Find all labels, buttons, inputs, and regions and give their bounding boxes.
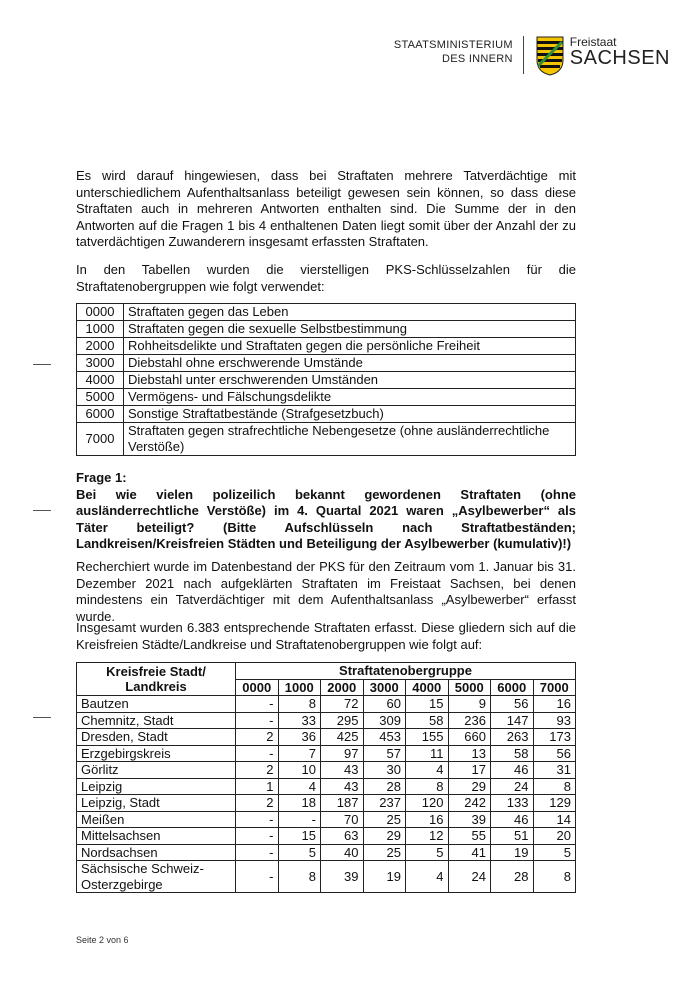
pks-code-row [77,406,576,423]
table-row [77,745,576,762]
value-cell: 18 [278,795,321,812]
pks-code: 0000 [77,304,124,321]
value-cell: 20 [533,828,576,845]
value-cell: - [278,811,321,828]
value-cell: 4 [406,762,449,779]
pks-label: Vermögens- und Fälschungsdelikte [124,389,576,406]
fold-mark [33,717,51,718]
table-row [77,861,576,893]
value-cell: 31 [533,762,576,779]
pks-label: Straftaten gegen strafrechtliche Nebengesetze (ohne ausländerrechtliche Verstöße) [124,423,576,456]
value-cell: 24 [491,778,534,795]
state-name [570,36,670,68]
region-header-line-1: Kreisfreie Stadt/ [106,663,206,679]
pks-code-table [76,303,576,456]
value-cell: 10 [278,762,321,779]
fold-mark [33,510,51,511]
value-cell: 4 [278,778,321,795]
region-cell: Bautzen [77,696,236,713]
value-cell: 93 [533,712,576,729]
value-cell: 5 [278,844,321,861]
value-cell: - [236,745,279,762]
value-cell: 40 [321,844,364,861]
value-cell: 58 [406,712,449,729]
ministry-line-1: STAATSMINISTERIUM [393,39,513,51]
value-cell: 51 [491,828,534,845]
value-cell: 57 [363,745,406,762]
value-cell: 43 [321,778,364,795]
value-cell: 8 [278,861,321,893]
value-cell: 8 [533,778,576,795]
region-cell: Mittelsachsen [77,828,236,845]
pks-code-row [77,372,576,389]
pks-code: 1000 [77,321,124,338]
value-cell: 58 [491,745,534,762]
value-cell: 72 [321,696,364,713]
value-cell: 63 [321,828,364,845]
pks-code-row [77,423,576,456]
value-cell: 120 [406,795,449,812]
value-cell: 25 [363,844,406,861]
value-cell: 187 [321,795,364,812]
value-cell: 13 [448,745,491,762]
answer-paragraph-2: Insgesamt wurden 6.383 entsprechende Straftaten erfasst. Diese gliedern sich auf die Kreisfreien Städte/Landkreise und Straftatenobergruppen wie folgt auf: [76,620,576,652]
value-cell: 8 [406,778,449,795]
value-cell: 55 [448,828,491,845]
header-divider [523,36,524,74]
value-cell: 16 [406,811,449,828]
value-cell: - [236,696,279,713]
answer-paragraph-1: Recherchiert wurde im Datenbestand der PKS für den Zeitraum vom 1. Januar bis 31. Dezember 2021 nach aufgeklärten Straftaten im Freistaat Sachsen, bei denen mindestens ein Tatverdächtiger mit dem Aufenthaltsanlass „Asylbewerber“ erfasst wurde. [76,559,576,624]
value-cell: 7 [278,745,321,762]
intro-paragraph: Es wird darauf hingewiesen, dass bei Straftaten mehrere Tatverdächtige mit unterschiedlichem Aufenthaltsanlass beteiligt gewesen sein können, so dass diese Straftaten auch in mehreren Antworten enthalten sind. Die Summe der in den Antworten auf die Fragen 1 bis 4 enthaltenen Daten liegt somit über der Anzahl der zu tatverdächtigen Zuwanderern insgesamt erfassten Straftaten. [76,168,576,249]
value-cell: 295 [321,712,364,729]
column-header: 6000 [491,679,534,696]
column-header: 4000 [406,679,449,696]
value-cell: 242 [448,795,491,812]
column-header: 5000 [448,679,491,696]
value-cell: 19 [363,861,406,893]
group-header: Straftatenobergruppe [236,663,576,680]
value-cell: 2 [236,795,279,812]
value-cell: 29 [448,778,491,795]
value-cell: 29 [363,828,406,845]
value-cell: 1 [236,778,279,795]
table-row [77,712,576,729]
value-cell: 2 [236,729,279,746]
value-cell: 30 [363,762,406,779]
table-row [77,778,576,795]
table-row [77,696,576,713]
pks-code-row [77,338,576,355]
pks-code: 4000 [77,372,124,389]
value-cell: 173 [533,729,576,746]
pks-code-row [77,389,576,406]
pks-code: 5000 [77,389,124,406]
value-cell: 5 [406,844,449,861]
region-cell: Sächsische Schweiz-Osterzgebirge [77,861,236,893]
value-cell: 56 [533,745,576,762]
value-cell: 46 [491,762,534,779]
value-cell: 9 [448,696,491,713]
value-cell: 33 [278,712,321,729]
region-cell: Nordsachsen [77,844,236,861]
statistics-table [76,662,576,893]
region-cell: Dresden, Stadt [77,729,236,746]
value-cell: 41 [448,844,491,861]
pks-code: 6000 [77,406,124,423]
value-cell: 25 [363,811,406,828]
value-cell: 70 [321,811,364,828]
table-row [77,729,576,746]
pks-label: Sonstige Straftatbestände (Strafgesetzbuch) [124,406,576,423]
value-cell: 15 [406,696,449,713]
value-cell: 237 [363,795,406,812]
pks-code-row [77,355,576,372]
column-header: 0000 [236,679,279,696]
frage-title: Frage 1: [76,470,127,485]
value-cell: - [236,828,279,845]
value-cell: 425 [321,729,364,746]
value-cell: 60 [363,696,406,713]
pks-label: Diebstahl unter erschwerenden Umständen [124,372,576,389]
value-cell: 17 [448,762,491,779]
value-cell: 453 [363,729,406,746]
region-cell: Leipzig [77,778,236,795]
value-cell: - [236,844,279,861]
value-cell: - [236,861,279,893]
value-cell: 4 [406,861,449,893]
value-cell: 56 [491,696,534,713]
table-row [77,828,576,845]
value-cell: 97 [321,745,364,762]
value-cell: 43 [321,762,364,779]
value-cell: 133 [491,795,534,812]
value-cell: 12 [406,828,449,845]
value-cell: 2 [236,762,279,779]
state-small: Freistaat [569,35,617,49]
ministry-line-2: DES INNERN [441,53,513,65]
pks-code-row [77,321,576,338]
value-cell: 309 [363,712,406,729]
value-cell: - [236,811,279,828]
value-cell: 11 [406,745,449,762]
pks-intro: In den Tabellen wurden die vierstelligen PKS-Schlüsselzahlen für die Straftatenobergruppen wie folgt verwendet: [76,262,576,294]
frage-question: Bei wie vielen polizeilich bekannt gewordenen Straftaten (ohne ausländerrechtliche Verstöße) im 4. Quartal 2021 waren „Asylbewerber“ als Täter beteiligt? (Bitte Aufschlüsseln nach Straftatbeständen; Landkreisen/Kreisfreien Städten und Beteiligung der Asylbewerber (kumulativ)!) [76,486,576,551]
value-cell: 28 [363,778,406,795]
pks-label: Straftaten gegen die sexuelle Selbstbestimmung [124,321,576,338]
region-cell: Görlitz [77,762,236,779]
column-header: 3000 [363,679,406,696]
pks-code: 7000 [77,423,124,456]
frage-block [76,470,576,553]
pks-label: Rohheitsdelikte und Straftaten gegen die persönliche Freiheit [124,338,576,355]
value-cell: 16 [533,696,576,713]
value-cell: 36 [278,729,321,746]
value-cell: 8 [533,861,576,893]
value-cell: 155 [406,729,449,746]
value-cell: 19 [491,844,534,861]
column-header: 1000 [278,679,321,696]
pks-code-row [77,304,576,321]
region-cell: Chemnitz, Stadt [77,712,236,729]
value-cell: 24 [448,861,491,893]
value-cell: 15 [278,828,321,845]
value-cell: 8 [278,696,321,713]
region-cell: Leipzig, Stadt [77,795,236,812]
value-cell: 660 [448,729,491,746]
value-cell: 39 [321,861,364,893]
value-cell: 129 [533,795,576,812]
state-big: SACHSEN [569,47,670,69]
page-number: Seite 2 von 6 [76,935,129,945]
column-header: 2000 [321,679,364,696]
pks-code: 2000 [77,338,124,355]
value-cell: 46 [491,811,534,828]
saxony-coat-of-arms-icon [536,36,564,76]
value-cell: - [236,712,279,729]
value-cell: 14 [533,811,576,828]
value-cell: 28 [491,861,534,893]
value-cell: 39 [448,811,491,828]
column-header: 7000 [533,679,576,696]
value-cell: 263 [491,729,534,746]
table-row [77,762,576,779]
letterhead [394,36,670,76]
table-row [77,844,576,861]
table-header-row [77,663,576,680]
value-cell: 147 [491,712,534,729]
table-row [77,795,576,812]
region-header [77,663,236,696]
value-cell: 236 [448,712,491,729]
region-cell: Erzgebirgskreis [77,745,236,762]
ministry-name [394,38,513,66]
pks-code: 3000 [77,355,124,372]
region-cell: Meißen [77,811,236,828]
pks-label: Diebstahl ohne erschwerende Umstände [124,355,576,372]
table-row [77,811,576,828]
value-cell: 5 [533,844,576,861]
pks-label: Straftaten gegen das Leben [124,304,576,321]
fold-mark [33,364,51,365]
region-header-line-2: Landkreis [125,679,187,694]
